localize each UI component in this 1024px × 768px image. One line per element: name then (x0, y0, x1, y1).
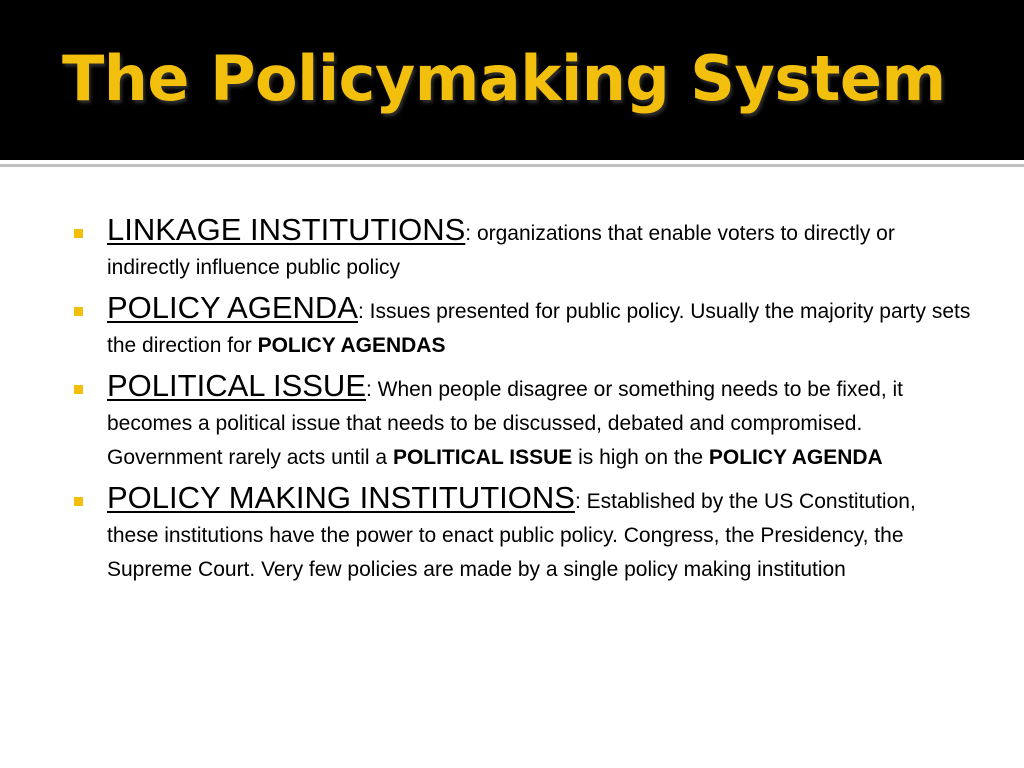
definition-policy-making-institutions: : Established by the US Constitution, these institutions have the power to enact public policy. Congress, the Presidency, the Supreme Court. Very few policies are made by a single policy making institution (107, 490, 916, 581)
square-bullet-icon (74, 229, 83, 238)
term-policy-making-institutions: POLICY MAKING INSTITUTIONS (107, 480, 575, 515)
square-bullet-icon (74, 385, 83, 394)
slide-title: The Policymaking System (62, 42, 946, 115)
definition-political-issue-continued: is high on the (572, 446, 709, 469)
bullet-political-issue (72, 369, 972, 475)
definition-policy-agenda: : Issues presented for public policy. Usually the majority party sets the direction for (107, 300, 971, 357)
emphasis-political-issue: POLITICAL ISSUE (392, 446, 573, 469)
term-policy-agenda: POLICY AGENDA (107, 290, 358, 325)
bullet-list (72, 213, 972, 593)
definition-political-issue: : When people disagree or something needs to be fixed, it becomes a political issue that needs to be discussed, debated and compromised. Government rarely acts until a (107, 378, 903, 469)
emphasis-policy-agendas: POLICY AGENDAS (257, 334, 446, 357)
title-bar (0, 0, 1024, 160)
term-linkage-institutions: LINKAGE INSTITUTIONS (107, 212, 466, 247)
bullet-policy-making-institutions (72, 481, 972, 587)
emphasis-policy-agenda: POLICY AGENDA (708, 446, 883, 469)
bullet-policy-agenda (72, 291, 972, 363)
definition-linkage-institutions: : organizations that enable voters to directly or indirectly influence public policy (107, 222, 895, 279)
square-bullet-icon (74, 307, 83, 316)
bullet-linkage-institutions (72, 213, 972, 285)
title-divider (0, 164, 1024, 167)
term-political-issue: POLITICAL ISSUE (107, 368, 366, 403)
square-bullet-icon (74, 497, 83, 506)
